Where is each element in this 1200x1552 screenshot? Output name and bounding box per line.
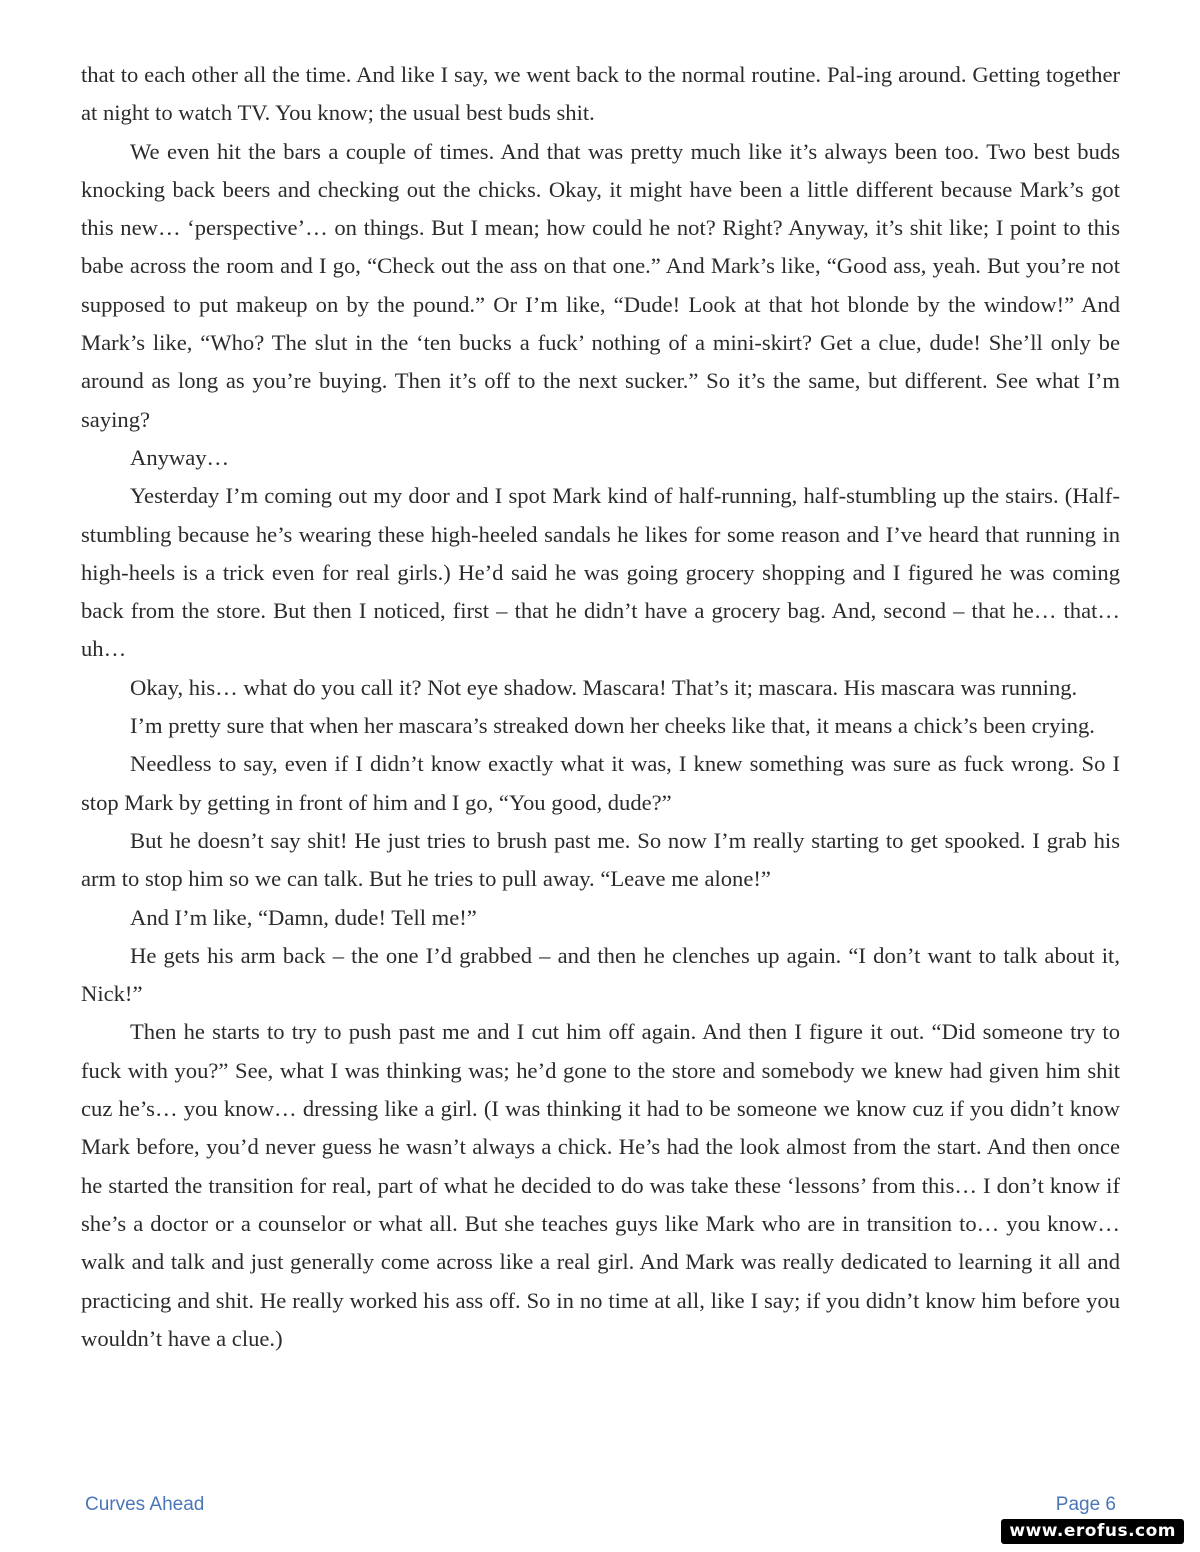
paragraph: that to each other all the time. And like I say, we went back to the normal routine. Pal-ing around. Getting together at night to watch TV. You know; the usual best buds shit. xyxy=(81,62,1120,126)
page-body xyxy=(81,56,1120,1358)
paragraph: Then he starts to try to push past me and I cut him off again. And then I figure it out. “Did someone try to fuck with you?” See, what I was thinking was; he’d gone to the store and somebody we knew had given him shit cuz he’s… you know… dressing like a girl. (I was thinking it had to be someone we know cuz if you didn’t know Mark before, you’d never guess he wasn’t always a chick. He’s had the look almost from the start. And then once he started the transition for real, part of what he decided to do was take these ‘lessons’ from this… I don’t know if she’s a doctor or a counselor or what all. But she teaches guys like Mark who are in transition to… you know… walk and talk and just generally come across like a real girl. And Mark was really dedicated to learning it all and practicing and shit. He really worked his ass off. So in no time at all, like I say; if you didn’t know him before you wouldn’t have a clue.) xyxy=(81,1019,1120,1351)
paragraph: And I’m like, “Damn, dude! Tell me!” xyxy=(130,904,477,930)
footer-book-title: Curves Ahead xyxy=(85,1494,205,1515)
paragraph: He gets his arm back – the one I’d grabbed – and then he clenches up again. “I don’t want to talk about it, Nick!” xyxy=(81,942,1120,1007)
paragraph: I’m pretty sure that when her mascara’s streaked down her cheeks like that, it means a chick’s been crying. xyxy=(130,713,1095,739)
paragraph: Okay, his… what do you call it? Not eye shadow. Mascara! That’s it; mascara. His mascara was running. xyxy=(130,674,1078,700)
paragraph: Yesterday I’m coming out my door and I spot Mark kind of half-running, half-stumbling up the stairs. (Half-stumbling because he’s wearing these high-heeled sandals he likes for some reason and I’ve heard that running in high-heels is a trick even for real girls.) He’d said he was going grocery shopping and I figured he was coming back from the store. But then I noticed, first – that he didn’t have a grocery bag. And, second – that he… that… uh… xyxy=(81,483,1120,662)
paragraph: Needless to say, even if I didn’t know exactly what it was, I knew something was sure as fuck wrong. So I stop Mark by getting in front of him and I go, “You good, dude?” xyxy=(81,751,1120,815)
footer-page-number: Page 6 xyxy=(1055,1494,1116,1515)
watermark-link[interactable]: www.erofus.com xyxy=(1001,1519,1184,1544)
paragraph: But he doesn’t say shit! He just tries to brush past me. So now I’m really starting to get spooked. I grab his arm to stop him so we can talk. But he tries to pull away. “Leave me alone!” xyxy=(81,827,1120,892)
paragraph: Anyway… xyxy=(130,444,230,470)
paragraph: We even hit the bars a couple of times. And that was pretty much like it’s always been too. Two best buds knocking back beers and checking out the chicks. Okay, it might have been a little different because Mark’s got this new… ‘perspective’… on things. But I mean; how could he not? Right? Anyway, it’s shit like; I point to this babe across the room and I go, “Check out the ass on that one.” And Mark’s like, “Good ass, yeah. But you’re not supposed to put makeup on by the pound.” Or I’m like, “Dude! Look at that hot blonde by the window!” And Mark’s like, “Who? The slut in the ‘ten bucks a fuck’ nothing of a mini-skirt? Get a clue, dude! She’ll only be around as long as you’re buying. Then it’s off to the next sucker.” So it’s the same, but different. See what I’m saying? xyxy=(81,138,1120,432)
